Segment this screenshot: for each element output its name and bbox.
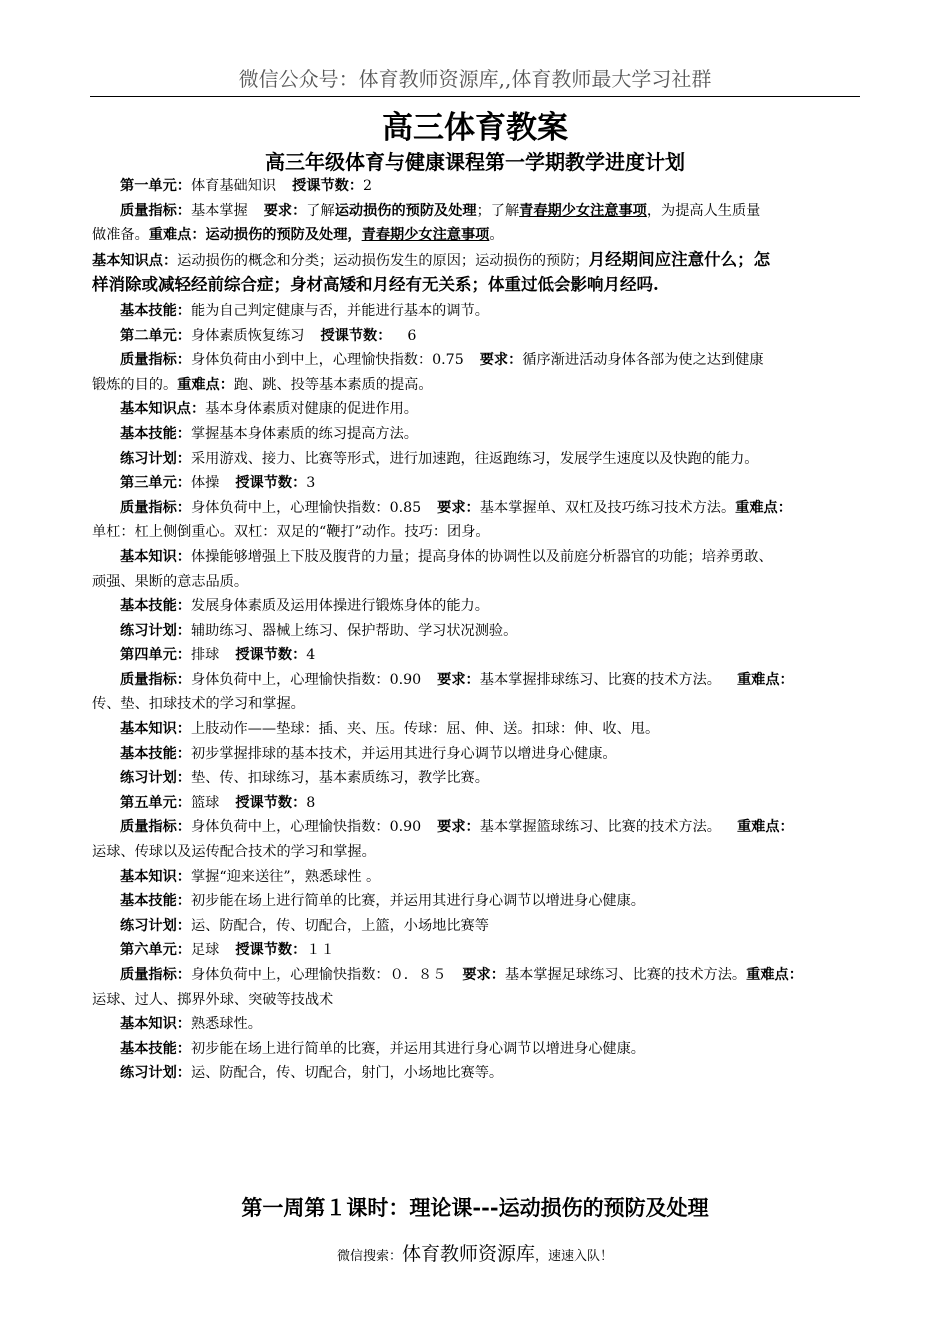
unit4-quality: 质量指标：身体负荷中上，心理愉快指数：0.90 要求：基本掌握排球练习、比赛的技术方法。 重难点：	[120, 671, 794, 688]
unit2-heading: 第二单元：身体素质恢复练习 授课节数： 6	[120, 327, 417, 344]
unit6-plan: 练习计划：运、防配合，传、切配合，射门，小场地比赛等。	[120, 1065, 504, 1082]
unit1-quality: 质量指标：基本掌握 要求：了解运动损伤的预防及处理；了解青春期少女注意事项，为提高人生质量	[120, 202, 761, 219]
unit2-quality: 质量指标：身体负荷由小到中上，心理愉快指数：0.75 要求：循序渐进活动身体各部为使之达到健康	[120, 352, 764, 369]
unit3-knowledge: 基本知识：体操能够增强上下肢及腹背的力量；提高身体的协调性以及前庭分析器官的功能；培养勇敢、	[120, 548, 773, 565]
unit5-quality: 质量指标：身体负荷中上，心理愉快指数：0.90 要求：基本掌握篮球练习、比赛的技术方法。 重难点：	[120, 819, 794, 836]
unit6-skill: 基本技能：初步能在场上进行简单的比赛，并运用其进行身心调节以增进身心健康。	[120, 1040, 645, 1057]
unit1-knowledge: 基本知识点：运动损伤的概念和分类；运动损伤发生的原因；运动损伤的预防；月经期间应注意什么；怎	[92, 249, 771, 269]
unit1-knowledge-cont: 样消除或减轻经前综合症；身材高矮和月经有无关系；体重过低会影响月经吗.	[92, 275, 659, 295]
page-footer: 微信搜索：体育教师资源库，速速入队！	[336, 1243, 614, 1265]
unit3-knowledge-cont: 顽强、果断的意志品质。	[92, 573, 249, 590]
unit4-knowledge: 基本知识：上肢动作——垫球：插、夹、压。传球：屈、伸、送。扣球：伸、收、甩。	[120, 721, 660, 738]
unit2-skill: 基本技能：掌握基本身体素质的练习提高方法。	[120, 425, 418, 442]
page-header: 微信公众号：体育教师资源库,,体育教师最大学习社群	[90, 62, 860, 97]
unit1-heading: 第一单元：体育基础知识 授课节数：2	[120, 178, 373, 194]
unit6-heading: 第六单元：足球 授课节数：１１	[120, 942, 335, 959]
unit5-knowledge: 基本知识：掌握“迎来送往”，熟悉球性 。	[120, 868, 381, 885]
unit6-knowledge: 基本知识：熟悉球性。	[120, 1016, 262, 1033]
unit6-quality: 质量指标：身体负荷中上，心理愉快指数：０．８５ 要求：基本掌握足球练习、比赛的技术方法。重难点：	[120, 967, 803, 983]
unit6-keypoints: 运球、过人、掷界外球、突破等技战术	[92, 991, 334, 1008]
unit3-skill: 基本技能：发展身体素质及运用体操进行锻炼身体的能力。	[120, 598, 489, 615]
page-title: 高三体育教案	[382, 110, 568, 146]
unit4-keypoints: 传、垫、扣球技术的学习和掌握。	[92, 696, 305, 713]
unit4-plan: 练习计划：垫、传、扣球练习，基本素质练习，教学比赛。	[120, 770, 489, 787]
unit3-heading: 第三单元：体操 授课节数：3	[120, 475, 316, 492]
unit3-plan: 练习计划：辅助练习、器械上练习、保护帮助、学习状况测验。	[120, 622, 518, 639]
unit3-quality: 质量指标：身体负荷中上，心理愉快指数：0.85 要求：基本掌握单、双杠及技巧练习技术方法。重难点：	[120, 499, 792, 516]
unit3-keypoints: 单杠：杠上侧倒重心。双杠：双足的“鞭打”动作。技巧：团身。	[92, 524, 490, 541]
unit5-keypoints: 运球、传球以及运传配合技术的学习和掌握。	[92, 844, 376, 861]
unit5-skill: 基本技能：初步能在场上进行简单的比赛，并运用其进行身心调节以增进身心健康。	[120, 893, 645, 910]
unit1-keypoints: 做准备。重难点：运动损伤的预防及处理，青春期少女注意事项。	[92, 227, 504, 244]
unit4-skill: 基本技能：初步掌握排球的基本技术，并运用其进行身心调节以增进身心健康。	[120, 745, 617, 762]
plan-content	[92, 174, 862, 1086]
footer-brand: 体育教师资源库	[401, 1243, 535, 1265]
lesson-title: 第一周第１课时：理论课---运动损伤的预防及处理	[241, 1195, 709, 1220]
unit2-keypoints: 锻炼的目的。重难点：跑、跳、投等基本素质的提高。	[92, 376, 433, 393]
unit5-plan: 练习计划：运、防配合，传、切配合，上篮，小场地比赛等	[120, 917, 489, 934]
page-subtitle: 高三年级体育与健康课程第一学期教学进度计划	[265, 150, 685, 174]
unit5-heading: 第五单元：篮球 授课节数：8	[120, 794, 316, 811]
unit2-knowledge: 基本知识点：基本身体素质对健康的促进作用。	[120, 401, 418, 418]
unit2-plan: 练习计划：采用游戏、接力、比赛等形式，进行加速跑，往返跑练习，发展学生速度以及快跑的能力。	[120, 450, 759, 467]
unit1-skill: 基本技能：能为自己判定健康与否，并能进行基本的调节。	[120, 302, 489, 319]
unit4-heading: 第四单元：排球 授课节数：4	[120, 647, 316, 664]
